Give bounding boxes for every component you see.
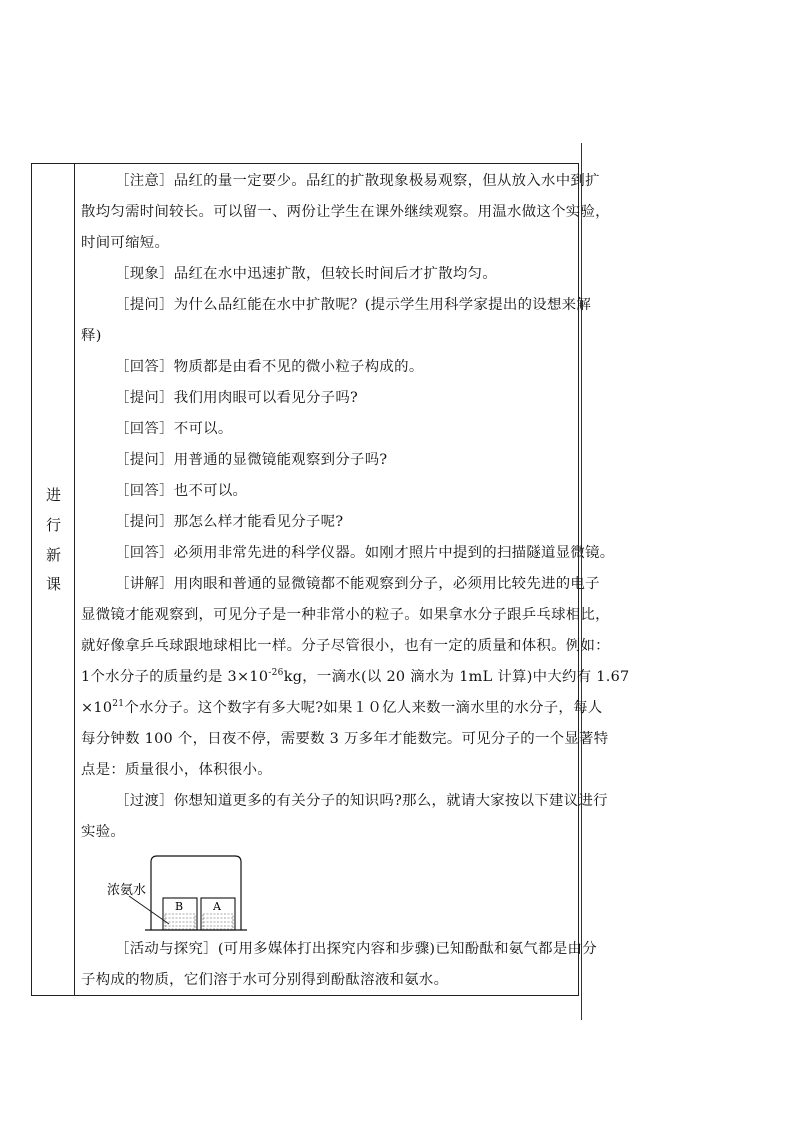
text-line: ［回答］不可以。 bbox=[115, 421, 233, 437]
beaker-a-label: A bbox=[213, 900, 221, 913]
text-line: 实验。 bbox=[81, 824, 126, 840]
text-line: ［提问］我们用肉眼可以看见分子吗? bbox=[115, 390, 359, 406]
text-line: 子构成的物质，它们溶于水可分别得到酚酞溶液和氨水。 bbox=[81, 972, 449, 988]
mass-text: 1个水分子的质量约是 3×10 bbox=[81, 669, 269, 685]
figure-label-ammonia: 浓氨水 bbox=[107, 883, 147, 898]
text-line: ［提问］那怎么样才能看见分子呢? bbox=[115, 514, 344, 530]
text-line: 显微镜才能观察到，可见分子是一种非常小的粒子。如果拿水分子跟乒乓球相比， bbox=[81, 607, 610, 623]
lesson-table bbox=[31, 163, 630, 996]
section-label-char: 新 bbox=[45, 546, 61, 564]
beaker-b-label: B bbox=[175, 900, 184, 913]
text-line: ［注意］品红的量一定要少。品红的扩散现象极易观察，但从放入水中到扩 bbox=[115, 173, 600, 189]
text-line-mass bbox=[81, 668, 630, 686]
text-line: 点是：质量很小，体积很小。 bbox=[81, 762, 272, 778]
mass-text-rest: kg，一滴水(以 20 滴水为 1mL 计算)中大约有 1.67 bbox=[283, 669, 630, 685]
text-line: ［讲解］用肉眼和普通的显微镜都不能观察到分子，必须用比较先进的电子 bbox=[115, 576, 600, 592]
text-line: ［提问］为什么品红能在水中扩散呢？(提示学生用科学家提出的设想来解 bbox=[115, 297, 592, 313]
section-label-char: 课 bbox=[45, 575, 61, 593]
section-label-char: 进 bbox=[45, 486, 61, 504]
section-column bbox=[32, 164, 75, 995]
text-line: ［现象］品红在水中迅速扩散，但较长时间后才扩散均匀。 bbox=[115, 266, 497, 282]
text-line-count bbox=[81, 699, 602, 717]
lesson-content bbox=[75, 164, 630, 995]
text-line: 时间可缩短。 bbox=[81, 235, 170, 251]
text-line: 散均匀需时间较长。可以留一、两份让学生在课外继续观察。用温水做这个实验， bbox=[81, 204, 610, 220]
text-line: ［过渡］你想知道更多的有关分子的知识吗?那么，就请大家按以下建议进行 bbox=[115, 793, 608, 809]
text-line: ［回答］必须用非常先进的科学仪器。如刚才照片中提到的扫描隧道显微镜。 bbox=[115, 545, 615, 561]
section-label-char: 行 bbox=[45, 516, 61, 534]
count-text: ×10 bbox=[81, 700, 113, 716]
text-line: 释) bbox=[81, 328, 102, 344]
count-text-rest: 个水分子。这个数字有多大呢?如果１０亿人来数一滴水里的水分子，每人 bbox=[124, 700, 603, 716]
text-line: 就好像拿乒乓球跟地球相比一样。分子尽管很小，也有一定的质量和体积。例如： bbox=[81, 638, 610, 654]
text-line: ［回答］物质都是由看不见的微小粒子构成的。 bbox=[115, 359, 424, 375]
count-exponent: 21 bbox=[112, 699, 125, 709]
mass-exponent: -26 bbox=[268, 668, 284, 678]
text-line: 每分钟数 100 个，日夜不停，需要数 3 万多年才能数完。可见分子的一个显著特 bbox=[81, 731, 609, 747]
text-line: ［提问］用普通的显微镜能观察到分子吗? bbox=[115, 452, 388, 468]
text-line: ［活动与探究］(可用多媒体打出探究内容和步骤)已知酚酞和氨气都是由分 bbox=[115, 941, 597, 957]
text-line: ［回答］也不可以。 bbox=[115, 483, 248, 499]
ammonia-experiment-figure bbox=[107, 854, 261, 934]
